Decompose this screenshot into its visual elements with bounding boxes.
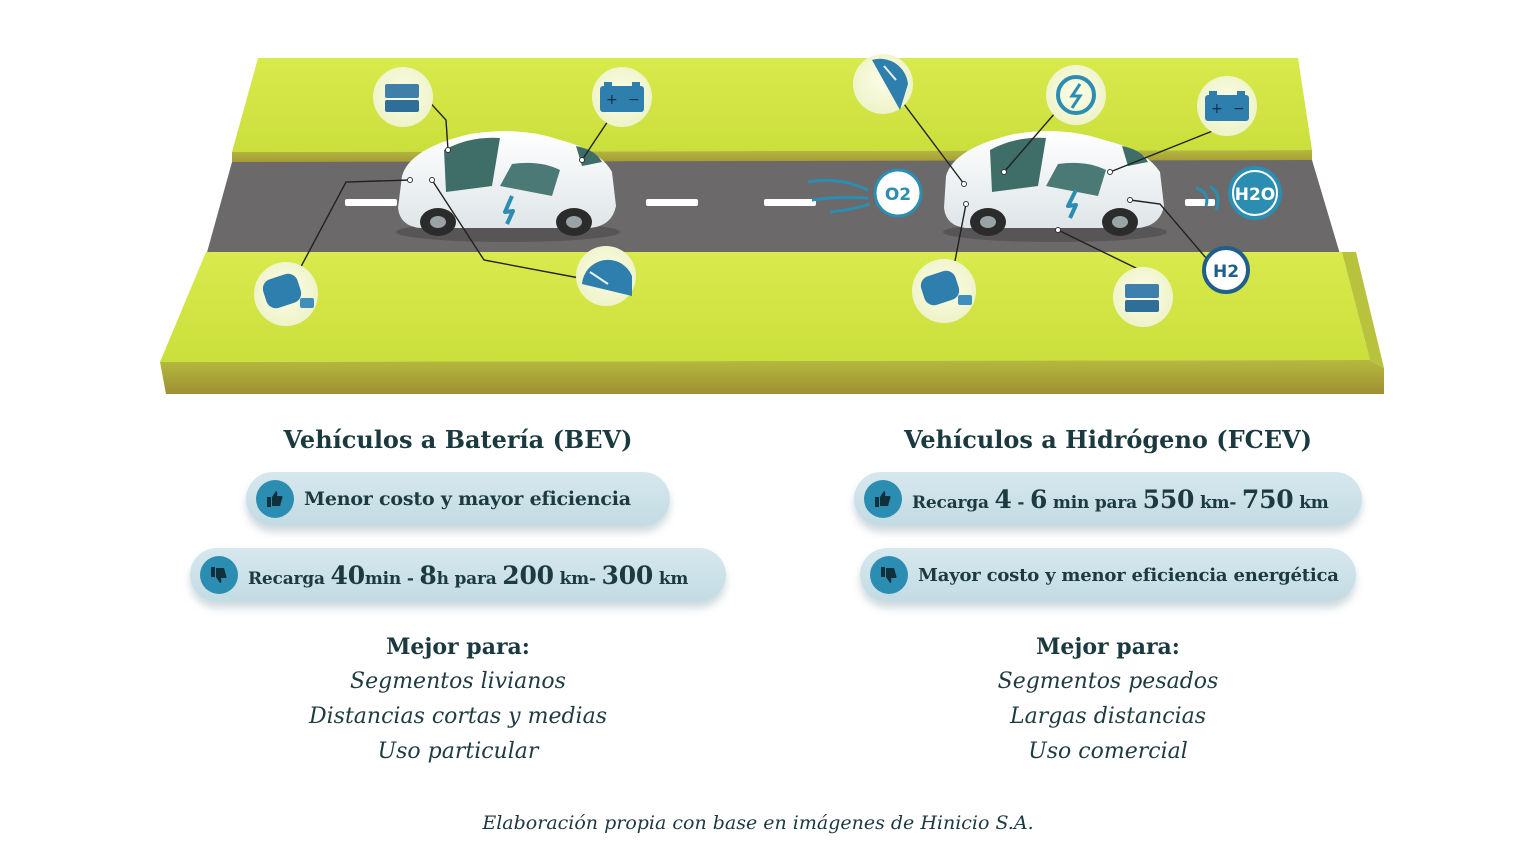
h2o-label: H2O	[1234, 185, 1276, 205]
h2-label: H2	[1212, 262, 1240, 282]
car-battery-icon	[1197, 76, 1257, 136]
source-caption: Elaboración propia con base en imágenes de Hinicio S.A.	[482, 812, 1034, 834]
fcev-best-for-item: Uso comercial	[1028, 739, 1188, 764]
thumbs-down-icon	[870, 556, 908, 594]
bev-best-for-item: Segmentos livianos	[350, 669, 566, 694]
fcev-best-for-item: Largas distancias	[1009, 704, 1207, 729]
road-scene-illustration	[0, 0, 1516, 410]
motor-icon	[912, 259, 976, 323]
thumbs-down-icon	[200, 556, 238, 594]
svg-text:−: −	[628, 92, 640, 108]
fcev-column	[798, 410, 1418, 764]
o2-label: O2	[884, 185, 912, 205]
thumbs-up-icon	[256, 480, 294, 518]
fcev-pro-pill	[854, 472, 1362, 526]
car-battery-icon	[592, 67, 652, 127]
battery-pack-icon	[1113, 267, 1173, 327]
road	[206, 160, 1340, 256]
fcev-best-for	[798, 630, 1418, 769]
bev-best-for-title: Mejor para:	[386, 634, 530, 660]
svg-text:−: −	[1233, 101, 1245, 117]
gauge-icon	[576, 246, 636, 306]
fcev-pro-text: Recarga 4 - 6 min para 550 km- 750 km	[912, 484, 1329, 514]
svg-text:+: +	[1211, 101, 1223, 117]
bev-best-for-item: Uso particular	[377, 739, 539, 764]
motor-icon	[254, 262, 318, 326]
gauge-icon	[853, 54, 913, 114]
bev-column	[148, 410, 768, 764]
hydrogen-tank-icon	[1204, 248, 1248, 292]
fcev-con-pill	[860, 548, 1356, 602]
fcev-best-for-title: Mejor para:	[1036, 634, 1180, 660]
bev-con-pill	[190, 548, 726, 602]
bev-best-for	[148, 630, 768, 769]
fuel-cell-icon	[1046, 65, 1106, 125]
bev-con-text: Recarga 40min - 8h para 200 km- 300 km	[248, 560, 689, 590]
bev-title: Vehículos a Batería (BEV)	[283, 425, 633, 454]
grass-strip-front	[160, 252, 1384, 394]
bev-best-for-item: Distancias cortas y medias	[309, 704, 607, 729]
bev-pro-text: Menor costo y mayor eficiencia	[304, 488, 631, 510]
fcev-title: Vehículos a Hidrógeno (FCEV)	[903, 425, 1313, 454]
fcev-con-text: Mayor costo y menor eficiencia energética	[918, 564, 1339, 586]
thumbs-up-icon	[864, 480, 902, 518]
battery-pack-icon	[373, 67, 433, 127]
svg-text:+: +	[606, 92, 618, 108]
bev-pro-pill	[246, 472, 670, 526]
fcev-best-for-item: Segmentos pesados	[997, 669, 1219, 694]
